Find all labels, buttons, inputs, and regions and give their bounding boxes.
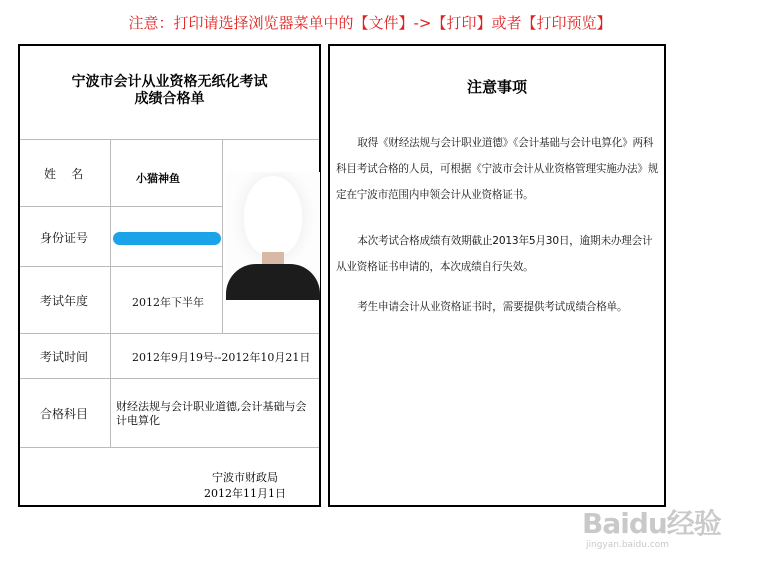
photo-shoulders [226,264,320,300]
print-notice: 注意：打印请选择浏览器菜单中的【文件】->【打印】或者【打印预览】 [128,14,612,32]
certificate-title-line2: 成绩合格单 [134,91,205,107]
time-value: 2012年9月19号--2012年10月21日 [132,351,311,364]
certificate-title-line1: 宁波市会计从业资格无纸化考试 [71,74,268,90]
row-divider [20,447,319,448]
issuer-block [204,470,286,502]
certificate-title [20,74,319,108]
name-value: 小猫神鱼 [136,172,180,185]
watermark-brand: Baidu经验 [582,507,721,540]
notes-paragraph-1: 取得《财经法规与会计职业道德》《会计基础与会计电算化》两科科目考试合格的人员，可根据《宁波市会计从业资格管理实施办法》规定在宁波市范围内申领会计从业资格证书。 [336,137,659,201]
notes-title: 注意事项 [466,78,527,96]
candidate-photo [226,172,320,300]
notes-panel [328,44,666,507]
score-certificate [18,44,321,507]
issue-date: 2012年11月1日 [204,487,286,500]
column-divider [110,139,111,447]
row-divider [20,378,319,379]
watermark-url: jingyan.baidu.com [586,540,670,550]
row-divider [20,206,222,207]
id-label: 身份证号 [40,231,89,245]
name-label: 姓 名 [44,167,84,181]
subject-label: 合格科目 [40,407,89,421]
issuer-name: 宁波市财政局 [212,471,278,484]
subject-value: 财经法规与会计职业道德,会计基础与会计电算化 [116,400,307,427]
notes-paragraph-2: 本次考试合格成绩有效期截止2013年5月30日，逾期未办理会计从业资格证书申请的，本次成绩自行失效。 [336,235,653,273]
year-value: 2012年下半年 [132,296,204,309]
row-divider [20,333,319,334]
row-divider [20,266,222,267]
row-divider [20,139,319,140]
time-label: 考试时间 [40,350,89,364]
baidu-jingyan-watermark [582,500,752,560]
face-blur [244,176,302,256]
id-number-redaction [113,232,221,245]
notes-paragraph-3: 考生申请会计从业资格证书时，需要提供考试成绩合格单。 [357,301,628,313]
column-divider [222,139,223,333]
year-label: 考试年度 [40,294,89,308]
